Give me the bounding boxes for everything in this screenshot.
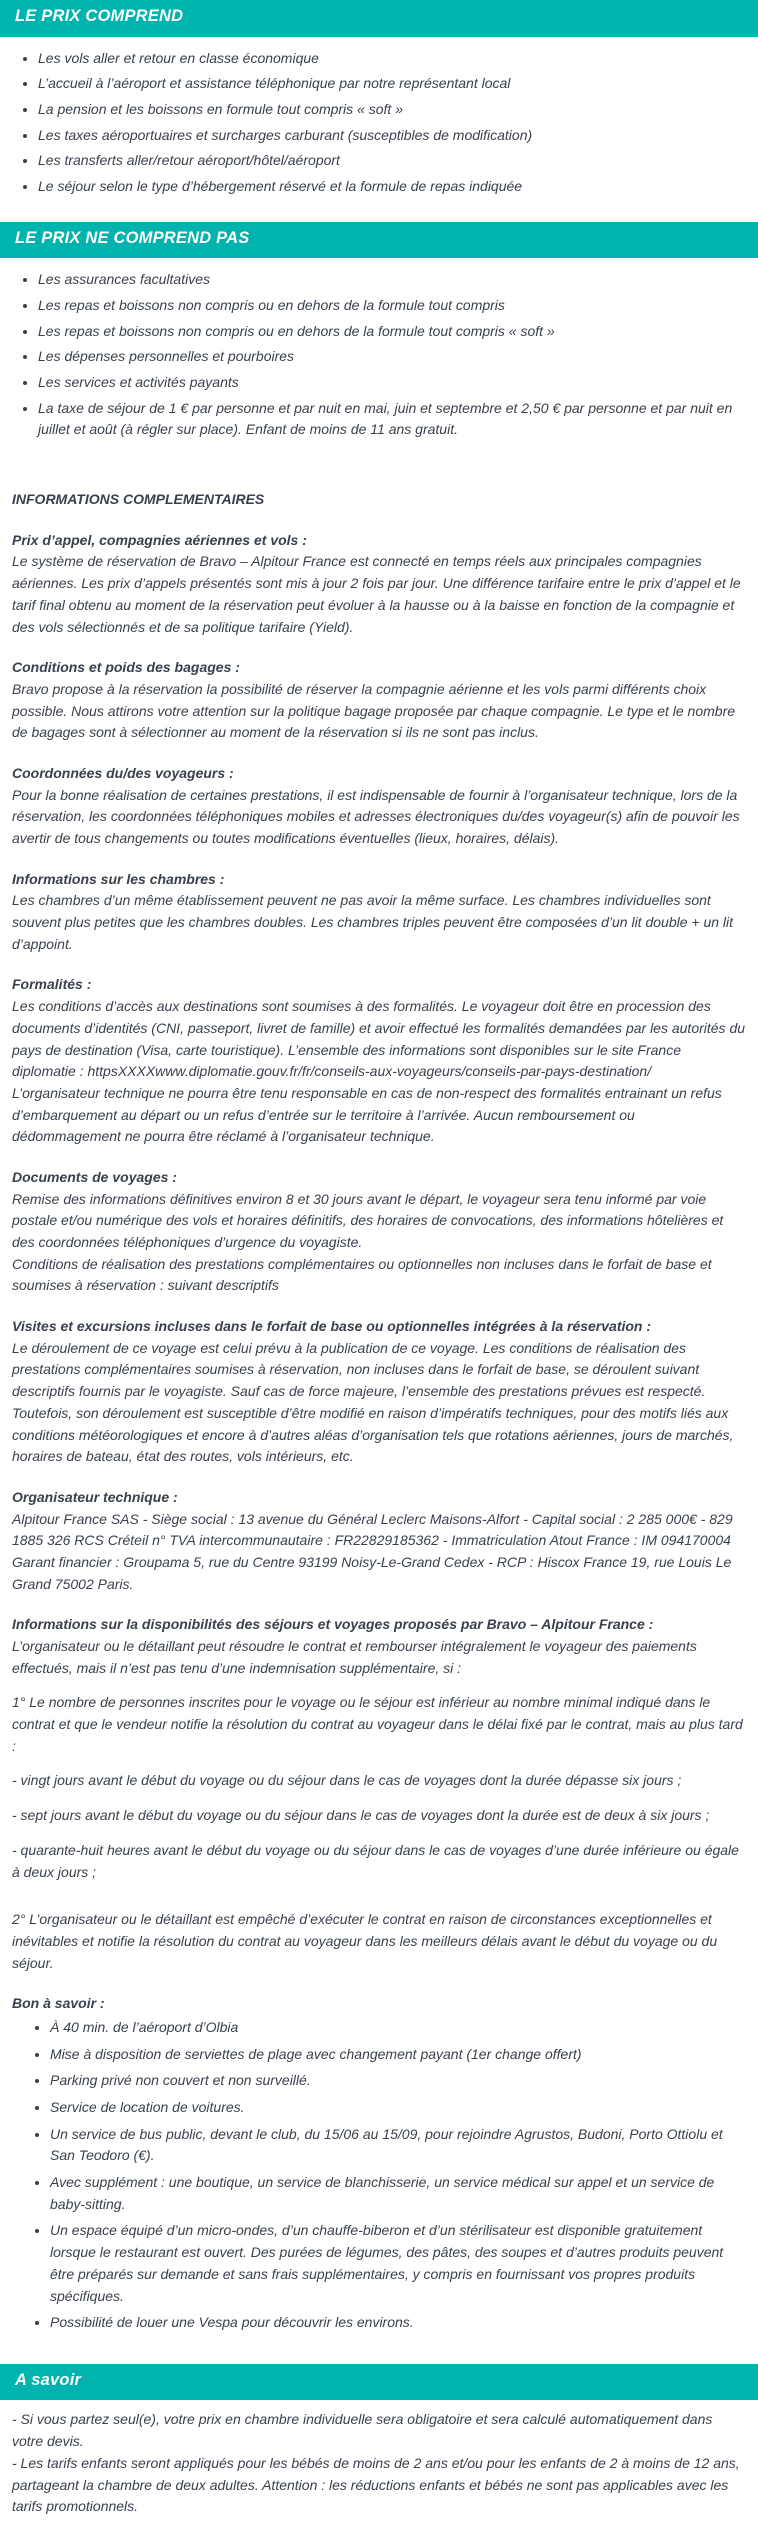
a-savoir-title: A savoir bbox=[15, 2370, 82, 2389]
price-includes-list bbox=[0, 48, 758, 198]
list-item: • Un service de bus public, devant le club, du 15/06 au 15/09, pour rejoindre Agrustos, Budoni, Porto Ottiolu et San Teodoro (€). bbox=[50, 2124, 724, 2167]
block-heading: Organisateur technique : bbox=[12, 1488, 178, 1505]
list-item: • La taxe de séjour de 1 € par personne et par nuit en mai, juin et septembre et 2,50 € par personne et par nuit en juillet et août (à régler sur place). Enfant de moins de 11 ans gratuit. bbox=[38, 398, 736, 441]
block-heading: Conditions et poids des bagages : bbox=[12, 659, 240, 676]
block-prix-dappel bbox=[12, 530, 746, 638]
block-heading: Formalités : bbox=[12, 976, 92, 993]
block-paragraph: Conditions de réalisation des prestations complémentaires ou optionnelles non incluses dans le forfait de base et soumises à réservation : suivant descriptifs bbox=[12, 1255, 712, 1294]
block-paragraph: Bravo propose à la réservation la possibilité de réserver la compagnie aérienne et les vols parmi différents choix possible. Nous attirons votre attention sur la politique bagage proposée par chaque compagnie. Le type et le nombre de bagages sont à sélectionner au moment de la réservation si ils ne sont pas inclus. bbox=[12, 680, 736, 741]
list-item: • Un espace équipé d’un micro-ondes, d’un chauffe-biberon et d’un stérilisateur est disponible gratuitement lorsque le restaurant est ouvert. Des purées de légumes, des pâtes, des soupes et d’autres produits peuvent être préparés sur demande et sans frais supplémentaires, y compris en fournissant vos propres produits spécifiques. bbox=[50, 2220, 724, 2307]
note-line: - Les tarifs enfants seront appliqués pour les bébés de moins de 2 ans et/ou pour les enfants de 2 à moins de 12 ans, partageant la chambre de deux adultes. Attention : les réductions enfants et bébés ne sont pas applicables avec les tarifs promotionnels. bbox=[12, 2454, 740, 2515]
block-bagages bbox=[12, 657, 746, 744]
additional-info-section bbox=[0, 465, 758, 2334]
list-item: • Possibilité de louer une Vespa pour découvrir les environs. bbox=[50, 2312, 724, 2334]
block-paragraph: Alpitour France SAS - Siège social : 13 avenue du Général Leclerc Maisons-Alfort - Capital social : 2 285 000€ - 829 1885 326 RCS Créteil n° TVA intercommunautaire : FR22829185362 - Immatriculation Atout France : IM 094170004 Garant financier : Groupama 5, rue du Centre 93199 Noisy-Le-Grand Cedex - RCP : Hiscox France 19, rue Louis Le Grand 75002 Paris. bbox=[12, 1510, 733, 1592]
block-heading: Informations sur la disponibilités des séjours et voyages proposés par Bravo – Alpitour France : bbox=[12, 1616, 654, 1633]
block-paragraph: Remise des informations définitives environ 8 et 30 jours avant le départ, le voyageur sera tenu informé par voie postale et/ou numérique des vols et horaires définitifs, des horaires de convocations, des informations hôtelières et des coordonnées téléphoniques d’urgence du voyagiste. bbox=[12, 1190, 724, 1250]
block-heading: Informations sur les chambres : bbox=[12, 870, 225, 887]
block-paragraph: L’organisateur ou le détaillant peut résoudre le contrat et rembourser intégralement le voyageur des paiements effectués, mais il n’est pas tenu d’une indemnisation supplémentaire, si : bbox=[12, 1638, 697, 1676]
list-item: • Les repas et boissons non compris ou en dehors de la formule tout compris « soft » bbox=[38, 321, 736, 343]
list-item: • L’accueil à l’aéroport et assistance téléphonique par notre représentant local bbox=[38, 73, 736, 95]
list-item: • Les services et activités payants bbox=[38, 372, 736, 394]
list-item: • Les assurances facultatives bbox=[38, 269, 736, 291]
list-item: • À 40 min. de l’aéroport d’Olbia bbox=[50, 2017, 724, 2039]
block-heading: Coordonnées du/des voyageurs : bbox=[12, 764, 234, 781]
block-paragraph: Le déroulement de ce voyage est celui prévu à la publication de ce voyage. Les conditions de réalisation des prestations complémentaires soumises à réservation, non incluses dans le forfait de base, se déroulent suivant descriptifs fournis par le voyagiste. Sauf cas de force majeure, l’ensemble des prestations prévues est respecté. Toutefois, son déroulement est susceptible d’être modifié en raison d’impératifs techniques, pour des motifs liés aux conditions météorologiques et encore à d’autres aléas d’organisation tels que rotations aériennes, jours de marchés, horaires de bateau, état des routes, vols intérieurs, etc. bbox=[12, 1339, 734, 1465]
price-includes-title: LE PRIX COMPREND bbox=[15, 7, 184, 25]
list-item: • Les repas et boissons non compris ou en dehors de la formule tout compris bbox=[38, 295, 736, 317]
block-paragraph: Le système de réservation de Bravo – Alpitour France est connecté en temps réels aux principales compagnies aériennes. Les prix d’appels présentés sont mis à jour 2 fois par jour. Une différence tarifaire entre le prix d’appel et le tarif final obtenu au moment de la réservation peut évoluer à la hausse ou à la baisse en fonction de la compagnie et des vols sélectionnés et de sa politique tarifaire (Yield). bbox=[12, 553, 741, 635]
list-item: • Les transferts aller/retour aéroport/hôtel/aéroport bbox=[38, 150, 736, 172]
list-item: • Le séjour selon le type d’hébergement réservé et la formule de repas indiquée bbox=[38, 176, 736, 198]
block-heading: Prix d’appel, compagnies aériennes et vols : bbox=[12, 531, 307, 548]
list-item: • Les taxes aéroportuaires et surcharges carburant (susceptibles de modification) bbox=[38, 125, 736, 147]
list-item: • Avec supplément : une boutique, un service de blanchisserie, un service médical sur appel et un service de baby-sitting. bbox=[50, 2172, 724, 2215]
block-bon-a-savoir bbox=[12, 1993, 746, 2334]
block-formalites bbox=[12, 974, 746, 1148]
block-paragraph: - vingt jours avant le début du voyage ou du séjour dans le cas de voyages dont la durée dépasse six jours ; bbox=[12, 1772, 682, 1789]
block-paragraph: 1° Le nombre de personnes inscrites pour le voyage ou le séjour est inférieur au nombre minimal indiqué dans le contrat et que le vendeur notifie la résolution du contrat au voyageur dans le délai fixé par le contrat, mais au plus tard : bbox=[12, 1694, 743, 1754]
additional-info-title: INFORMATIONS COMPLEMENTAIRES bbox=[12, 491, 265, 508]
list-item: • Parking privé non couvert et non surveillé. bbox=[50, 2070, 724, 2092]
block-documents-voyages bbox=[12, 1167, 746, 1297]
block-organisateur-technique bbox=[12, 1487, 746, 1595]
block-heading: Documents de voyages : bbox=[12, 1168, 177, 1185]
price-excludes-title: LE PRIX NE COMPREND PAS bbox=[15, 228, 250, 247]
list-item: • Service de location de voitures. bbox=[50, 2097, 724, 2119]
list-item: • Les vols aller et retour en classe économique bbox=[38, 48, 736, 70]
block-heading: Bon à savoir : bbox=[12, 1995, 105, 2012]
a-savoir-notes bbox=[0, 2400, 758, 2543]
block-paragraph: Les chambres d’un même établissement peuvent ne pas avoir la même surface. Les chambres individuelles sont souvent plus petites que les chambres doubles. Les chambres triples peuvent être composées d’un lit double + un lit d’appoint. bbox=[12, 892, 734, 952]
block-chambres bbox=[12, 869, 746, 956]
price-excludes-list bbox=[0, 269, 758, 441]
block-heading: Visites et excursions incluses dans le forfait de base ou optionnelles intégrées à la réservation : bbox=[12, 1318, 652, 1335]
a-savoir-banner bbox=[0, 2364, 758, 2401]
list-item: • La pension et les boissons en formule tout compris « soft » bbox=[38, 99, 736, 121]
price-excludes-banner bbox=[0, 222, 758, 259]
good-to-know-list bbox=[12, 2017, 746, 2334]
block-paragraph: - sept jours avant le début du voyage ou du séjour dans le cas de voyages dont la durée est de deux à six jours ; bbox=[12, 1807, 710, 1824]
note-line: - Si vous partez seul(e), votre prix en chambre individuelle sera obligatoire et sera calculé automatiquement dans votre devis. bbox=[12, 2411, 713, 2450]
block-visites-excursions bbox=[12, 1316, 746, 1468]
block-coordonnees bbox=[12, 763, 746, 850]
price-includes-banner bbox=[0, 0, 758, 37]
list-item: • Mise à disposition de serviettes de plage avec changement payant (1er change offert) bbox=[50, 2044, 724, 2066]
block-paragraph: Pour la bonne réalisation de certaines prestations, il est indispensable de fournir à l’organisateur technique, lors de la réservation, les coordonnées téléphoniques mobiles et adresses électroniques du/des voyageur(s) afin de pouvoir les avertir de tous changements ou toutes modifications éventuelles (lieux, horaires, délais). bbox=[12, 786, 740, 846]
block-paragraph: L’organisateur technique ne pourra être tenu responsable en cas de non-respect des formalités entrainant un refus d’embarquement au départ ou un refus d’entrée sur le territoire à l’arrivée. Aucun remboursement ou dédommagement ne pourra être réclamé à l’organisateur technique. bbox=[12, 1084, 722, 1145]
block-paragraph: Les conditions d’accès aux destinations sont soumises à des formalités. Le voyageur doit être en procession des documents d’identités (CNI, passeport, livret de famille) et avoir effectué les formalités demandées par les autorités du pays de destination (Visa, carte touristique). L’ensemble des informations sont disponibles sur le site France diplomatie : httpsXXXXwww.diplomatie.gouv.fr/fr/conseils-aux-voyageurs/conseils-par-pays-destination/ bbox=[12, 998, 746, 1080]
block-disponibilites bbox=[12, 1614, 746, 1974]
block-paragraph: 2° L’organisateur ou le détaillant est empêché d’exécuter le contrat en raison de circonstances exceptionnelles et inévitables et notifie la résolution du contrat au voyageur dans les meilleurs délais avant le début du voyage ou du séjour. bbox=[12, 1911, 718, 1971]
block-paragraph: - quarante-huit heures avant le début du voyage ou du séjour dans le cas de voyages d’une durée inférieure ou égale à deux jours ; bbox=[12, 1841, 739, 1880]
list-item: • Les dépenses personnelles et pourboires bbox=[38, 346, 736, 368]
